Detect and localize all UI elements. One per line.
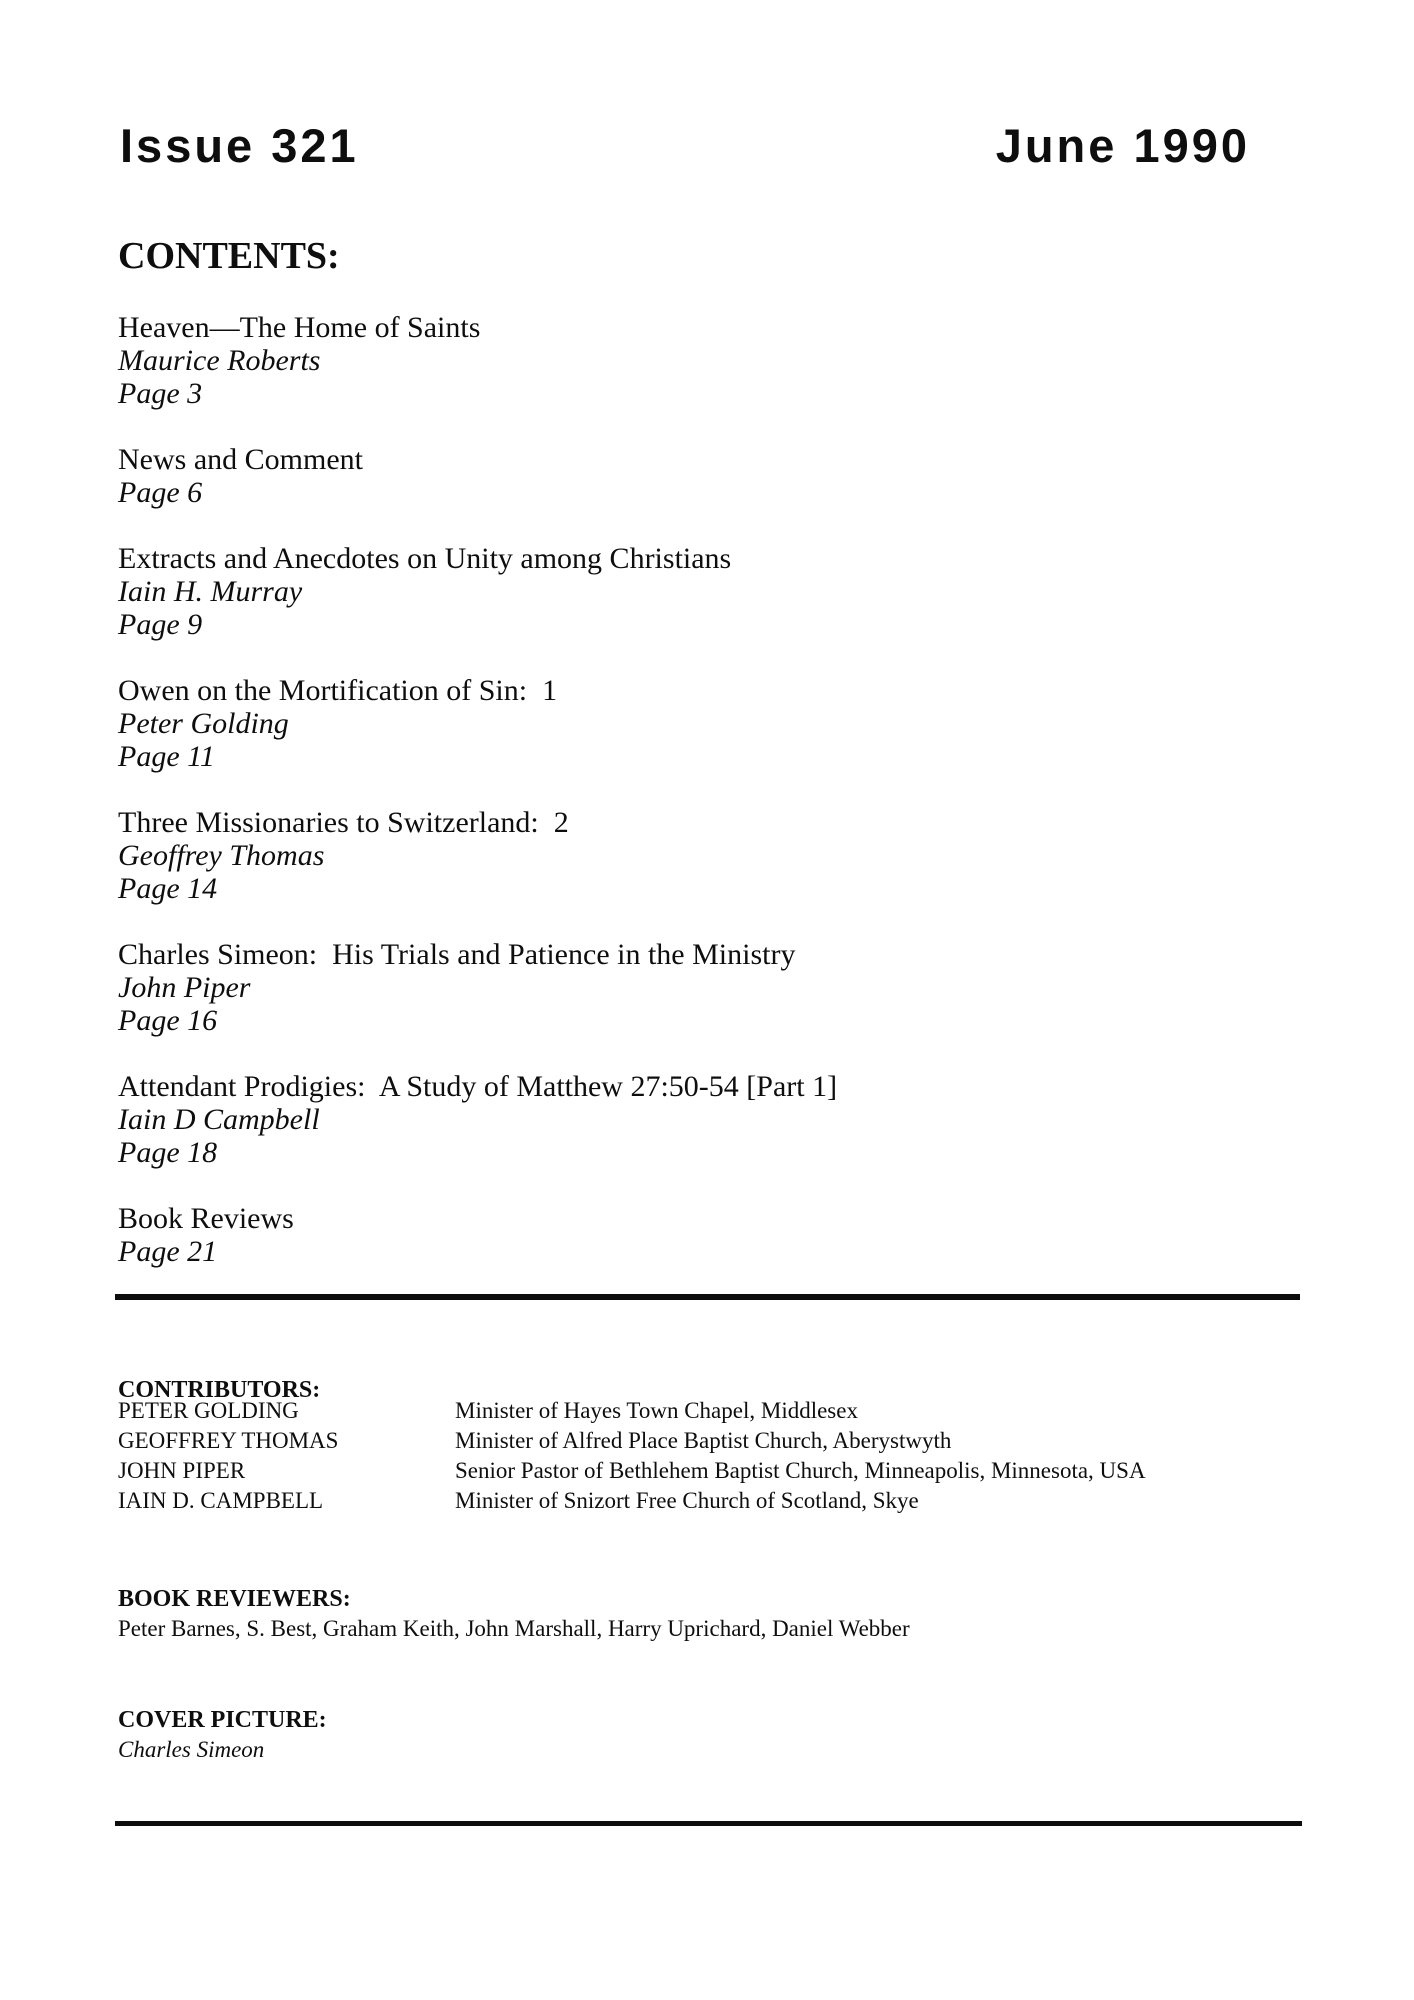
contributor-name: JOHN PIPER [118,1458,246,1483]
toc-entry-page: Page 3 [118,377,203,410]
toc-entry-page: Page 9 [118,608,203,641]
toc-entry-author: Iain D Campbell [118,1103,320,1136]
contributor-name: PETER GOLDING [118,1398,299,1423]
contributor-row [118,1456,1308,1486]
toc-entry-author: Geoffrey Thomas [118,839,325,872]
contributor-description: Minister of Snizort Free Church of Scotland, Skye [455,1488,919,1513]
toc-entry-title: Owen on the Mortification of Sin: 1 [118,674,558,707]
horizontal-rule-bottom [115,1821,1302,1826]
toc-entry-author: Iain H. Murray [118,575,303,608]
toc-entry [118,938,1178,1037]
contributor-description: Minister of Hayes Town Chapel, Middlesex [455,1398,858,1423]
contributor-description: Minister of Alfred Place Baptist Church, Aberystwyth [455,1428,952,1453]
horizontal-rule-top [115,1294,1300,1300]
toc-entry-author: Peter Golding [118,707,289,740]
toc-entry-title: News and Comment [118,443,363,476]
contributor-name: IAIN D. CAMPBELL [118,1488,324,1513]
toc-entry-page: Page 18 [118,1136,218,1169]
toc-entry [118,443,1178,509]
toc-entry-page: Page 16 [118,1004,218,1037]
contributor-row [118,1426,1308,1456]
contributor-description: Senior Pastor of Bethlehem Baptist Church, Minneapolis, Minnesota, USA [455,1458,1146,1483]
cover-picture-heading: COVER PICTURE: [118,1707,327,1733]
cover-picture-caption: Charles Simeon [118,1737,265,1762]
toc-entry-title: Book Reviews [118,1202,294,1235]
toc-entry [118,1070,1178,1169]
toc-entry-title: Heaven—The Home of Saints [118,311,481,344]
book-reviewers-heading: BOOK REVIEWERS: [118,1586,351,1612]
book-reviewers-names: Peter Barnes, S. Best, Graham Keith, John Marshall, Harry Uprichard, Daniel Webber [118,1616,910,1641]
contents-heading: CONTENTS: [118,235,340,277]
cover-picture-section [118,1706,918,1764]
toc-entry-title: Charles Simeon: His Trials and Patience in the Ministry [118,938,796,971]
toc-entry-page: Page 6 [118,476,203,509]
toc-entry-page: Page 11 [118,740,215,773]
toc-entry-title: Three Missionaries to Switzerland: 2 [118,806,569,839]
contributors-heading: CONTRIBUTORS: [118,1377,321,1403]
toc-entry-page: Page 14 [118,872,218,905]
toc-entry-author: Maurice Roberts [118,344,321,377]
toc-entry-page: Page 21 [118,1235,218,1268]
issue-date: June 1990 [995,119,1250,172]
contents-list [118,311,1178,1301]
toc-entry [118,311,1178,410]
toc-entry-title: Extracts and Anecdotes on Unity among Christians [118,542,732,575]
toc-entry [118,806,1178,905]
toc-entry [118,674,1178,773]
contributor-name: GEOFFREY THOMAS [118,1428,339,1453]
issue-number: Issue 321 [120,119,359,172]
toc-entry [118,542,1178,641]
toc-entry-author: John Piper [118,971,251,1004]
contributor-row [118,1486,1308,1516]
book-reviewers-section [118,1585,1308,1643]
toc-entry [118,1202,1178,1268]
toc-entry-title: Attendant Prodigies: A Study of Matthew 27:50-54 [Part 1] [118,1070,838,1103]
contributors-list [118,1396,1308,1516]
contributor-row [118,1396,1308,1426]
